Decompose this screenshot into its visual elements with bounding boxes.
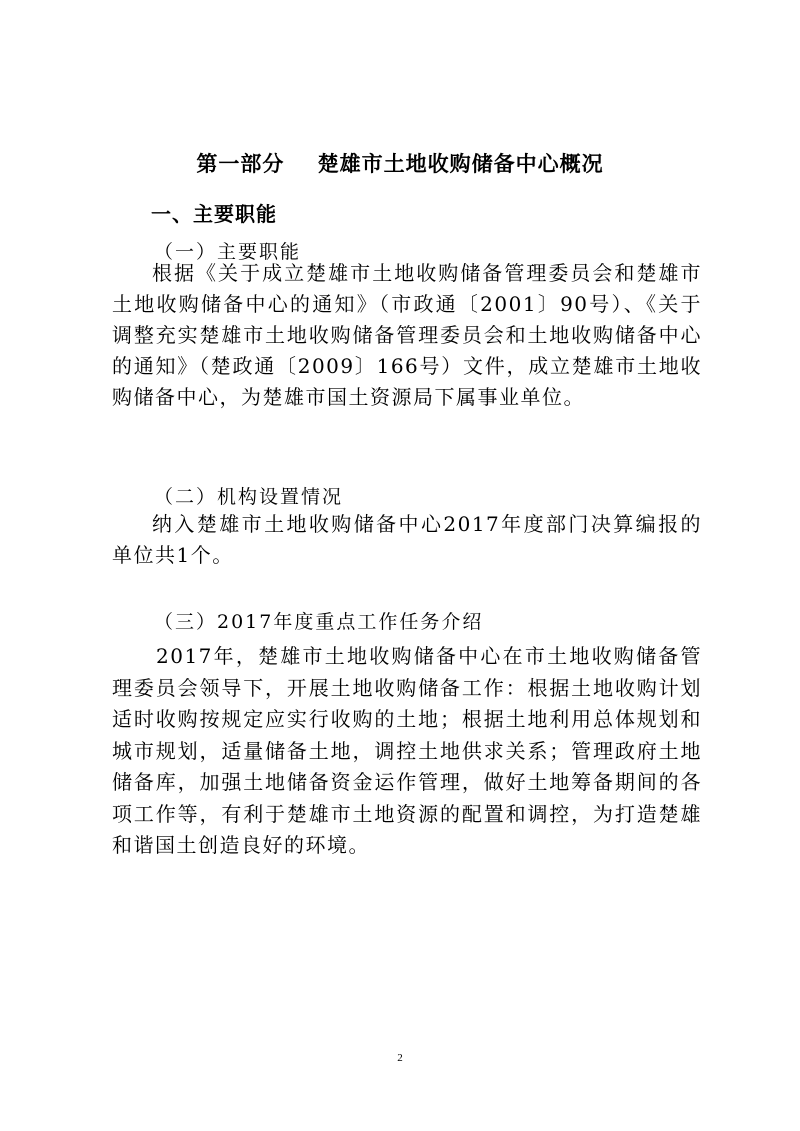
page-number: 2 bbox=[397, 1052, 403, 1064]
subsection-heading-key-tasks: （三）2017年度重点工作任务介绍 bbox=[154, 611, 484, 633]
paragraph-main-functions: 根据《关于成立楚雄市土地收购储备管理委员会和楚雄市土地收购储备中心的通知》（市政通〔2001〕90号）、《关于调整充实楚雄市土地收购储备管理委员会和土地收购储备中心的通知》（楚政通〔2009〕166号）文件，成立楚雄市土地收购储备中心，为楚雄市国土资源局下属事业单位。 bbox=[112, 261, 702, 409]
paragraph-organization: 纳入楚雄市土地收购储备中心2017年度部门决算编报的单位共1个。 bbox=[112, 512, 702, 567]
subsection-heading-main-functions: （一）主要职能 bbox=[154, 241, 302, 263]
subsection-heading-organization: （二）机构设置情况 bbox=[154, 486, 344, 508]
section-heading-main-functions: 一、主要职能 bbox=[151, 202, 277, 226]
paragraph-key-tasks: 2017年，楚雄市土地收购储备中心在市土地收购储备管理委员会领导下，开展土地收购储备工作：根据土地收购计划适时收购按规定应实行收购的土地；根据土地利用总体规划和城市规划，适量储备土地，调控土地供求关系；管理政府土地储备库，加强土地储备资金运作管理，做好土地筹备期间的各项工作等，有利于楚雄市土地资源的配置和调控，为打造楚雄和谐国土创造良好的环境。 bbox=[112, 644, 702, 857]
page-title: 第一部分 楚雄市土地收购储备中心概况 bbox=[196, 152, 604, 176]
